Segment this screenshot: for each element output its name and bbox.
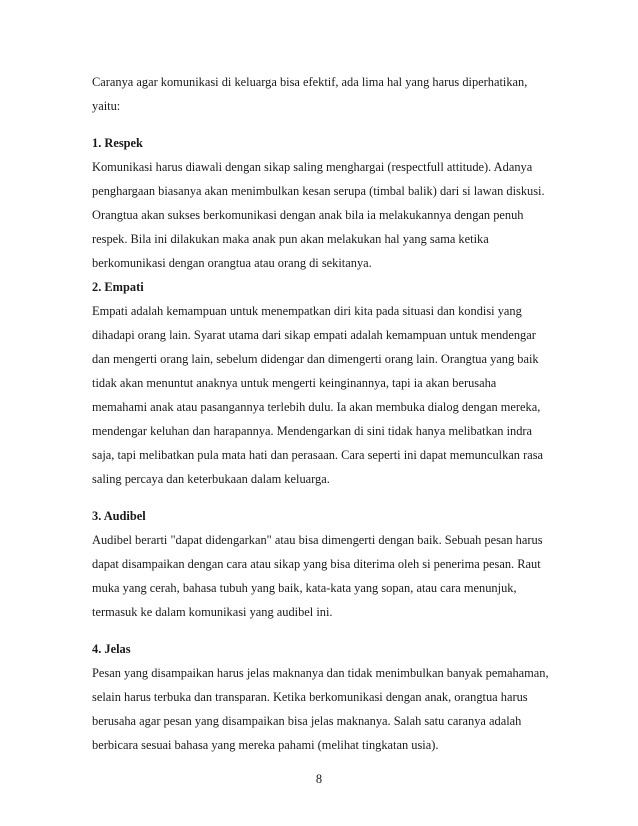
section-heading-respek: 1. Respek	[92, 136, 143, 150]
section-body-jelas: Pesan yang disampaikan harus jelas maknanya dan tidak menimbulkan banyak pemahaman, selain harus terbuka dan transparan. Ketika berkomunikasi dengan anak, orangtua harus berusaha agar pesan yang disampaikan bisa jelas maknanya. Salah satu caranya adalah berbicara sesuai bahasa yang mereka pahami (melihat tingkatan usia).	[92, 666, 549, 752]
page-content	[92, 70, 552, 757]
section-body-audibel: Audibel berarti "dapat didengarkan" atau bisa dimengerti dengan baik. Sebuah pesan harus dapat disampaikan dengan cara atau sikap yang bisa diterima oleh si penerima pesan. Raut muka yang cerah, bahasa tubuh yang baik, kata-kata yang sopan, atau cara menunjuk, termasuk ke dalam komunikasi yang audibel ini.	[92, 533, 543, 619]
intro-paragraph: Caranya agar komunikasi di keluarga bisa efektif, ada lima hal yang harus diperhatikan, yaitu:	[92, 75, 528, 113]
section-body-empati: Empati adalah kemampuan untuk menempatkan diri kita pada situasi dan kondisi yang dihadapi orang lain. Syarat utama dari sikap empati adalah kemampuan untuk mendengar dan mengerti orang lain, sebelum didengar dan dimengerti orang lain. Orangtua yang baik tidak akan menuntut anaknya untuk mengerti keinginannya, tapi ia akan berusaha memahami anak atau pasangannya terlebih dulu. Ia akan membuka dialog dengan mereka, mendengar keluhan dan harapannya. Mendengarkan di sini tidak hanya melibatkan indra saja, tapi melibatkan pula mata hati dan perasaan. Cara seperti ini dapat memunculkan rasa saling percaya dan keterbukaan dalam keluarga.	[92, 304, 544, 486]
section-heading-empati: 2. Empati	[92, 280, 144, 294]
section-heading-audibel: 3. Audibel	[92, 509, 146, 523]
section-heading-jelas: 4. Jelas	[92, 642, 131, 656]
section-body-respek: Komunikasi harus diawali dengan sikap saling menghargai (respectfull attitude). Adanya penghargaan biasanya akan menimbulkan kesan serupa (timbal balik) dari si lawan diskusi. Orangtua akan sukses berkomunikasi dengan anak bila ia melakukannya dengan penuh respek. Bila ini dilakukan maka anak pun akan melakukan hal yang sama ketika berkomunikasi dengan orangtua atau orang di sekitanya.	[92, 160, 545, 270]
page-number: 8	[315, 772, 323, 786]
